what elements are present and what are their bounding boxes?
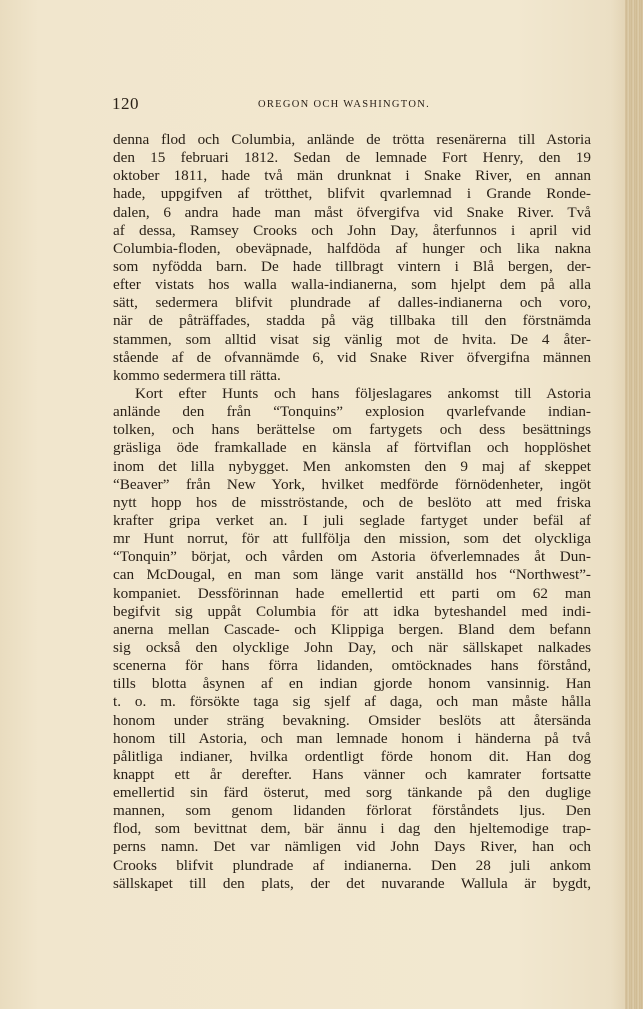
text-line: dalen, 6 andra hade man måst öfvergifva vid Snake River. Två	[113, 203, 591, 221]
text-line: perns namn. Det var nämligen vid John Days River, han och	[113, 838, 591, 856]
text-line: “Tonquin” börjat, och vården om Astoria öfverlemnades åt Dun-	[113, 548, 591, 566]
text-line: efter vistats hos walla walla-indianerna, som hjelpt dem på alla	[113, 276, 591, 294]
text-line: “Beaver” från New York, hvilket medförde förnödenheter, ingöt	[113, 475, 591, 493]
text-line: denna flod och Columbia, anlände de trötta resenärerna till Astoria	[113, 131, 591, 148]
running-head: OREGON OCH WASHINGTON.	[258, 99, 431, 110]
text-line: sällskapet till den plats, der det nuvarande Wallula är bygdt,	[113, 874, 591, 892]
text-line: sig också den olycklige John Day, och när sällskapet nalkades	[113, 638, 591, 656]
text-line: t. o. m. försökte taga sig sjelf af daga, och man måste hålla	[113, 693, 591, 711]
text-line: begifvit sig uppåt Columbia för att idka byteshandel med indi-	[113, 602, 591, 620]
page-header	[112, 94, 592, 116]
text-line: mannen, som genom lidanden förlorat förståndets ljus. Den	[113, 802, 591, 820]
text-line: gräsliga öde framkallade en känsla af förtviflan och hopplöshet	[113, 439, 591, 457]
text-line: honom till Astoria, och man lemnade honom i händerna på två	[113, 729, 591, 747]
text-line: kommo sedermera till rätta.	[113, 366, 281, 384]
text-line: mr Hunt norrut, för att fullfölja den mission, som det olyckliga	[113, 530, 591, 548]
text-line: honom under sträng bevakning. Omsider beslöts att återsända	[113, 711, 591, 729]
text-line: stammen, som alltid visat sig vänlig mot de hvita. De 4 åter-	[113, 330, 591, 348]
text-line: anlände den från “Tonquins” explosion qvarlefvande indian-	[113, 403, 591, 421]
text-line: stående af de ofvannämde 6, vid Snake River öfvergifna männen	[113, 348, 591, 366]
text-line: sätt, sedermera blifvit plundrade af dalles-indianerna och voro,	[113, 294, 591, 312]
text-line: knappt ett år derefter. Hans vänner och kamrater fortsatte	[113, 765, 591, 783]
text-line: krafter gripa verket an. I juli seglade fartyget under befäl af	[113, 511, 591, 529]
text-line: Crooks blifvit plundrade af indianerna. Den 28 juli ankom	[113, 856, 591, 874]
page-number: 120	[112, 94, 139, 113]
text-line: inom det lilla nybygget. Men ankomsten den 9 maj af skeppet	[113, 457, 591, 475]
text-line: can McDougal, en man som länge varit anställd hos “Northwest”-	[113, 566, 591, 584]
page-edge	[625, 0, 643, 1009]
text-line: anerna mellan Cascade- och Klippiga bergen. Bland dem befann	[113, 620, 591, 638]
body-text	[113, 131, 591, 893]
text-line: emellertid sin färd österut, med sorg tänkande på den duglige	[113, 784, 591, 802]
text-line: flod, som bevittnat dem, bär ännu i dag den hjeltemodige trap-	[113, 820, 591, 838]
text-line: som nyfödda barn. De hade tillbragt vintern i Blå bergen, der-	[113, 257, 591, 275]
text-line: af dessa, Ramsey Crooks och John Day, återfunnos i april vid	[113, 221, 591, 239]
text-line: nytt hopp hos de misströstande, och de beslöto att med friska	[113, 493, 591, 511]
text-line: oktober 1811, hade två män drunknat i Snake River, en annan	[113, 167, 591, 185]
text-line: hade, uppgifven af trötthet, blifvit qvarlemnad i Grande Ronde-	[113, 185, 591, 203]
text-line: tills blotta åsynen af en indian gjorde honom vansinnig. Han	[113, 675, 591, 693]
text-line: Columbia-floden, obeväpnade, halfdöda af hunger och lika nakna	[113, 239, 591, 257]
text-line: Kort efter Hunts och hans följeslagares ankomst till Astoria	[135, 384, 591, 402]
text-line: den 15 februari 1812. Sedan de lemnade Fort Henry, den 19	[113, 149, 591, 167]
text-line: när de påträffades, stadda på väg tillbaka till den förstnämda	[113, 312, 591, 330]
text-line: kompaniet. Dessförinnan hade emellertid ett parti om 62 man	[113, 584, 591, 602]
text-line: tolken, och hans berättelse om fartygets och dess besättnings	[113, 421, 591, 439]
text-line: pålitliga indianer, hvilka ordentligt förde honom dit. Han dog	[113, 747, 591, 765]
text-line: scenerna för hans förra lidanden, omtöcknades hans förstånd,	[113, 657, 591, 675]
